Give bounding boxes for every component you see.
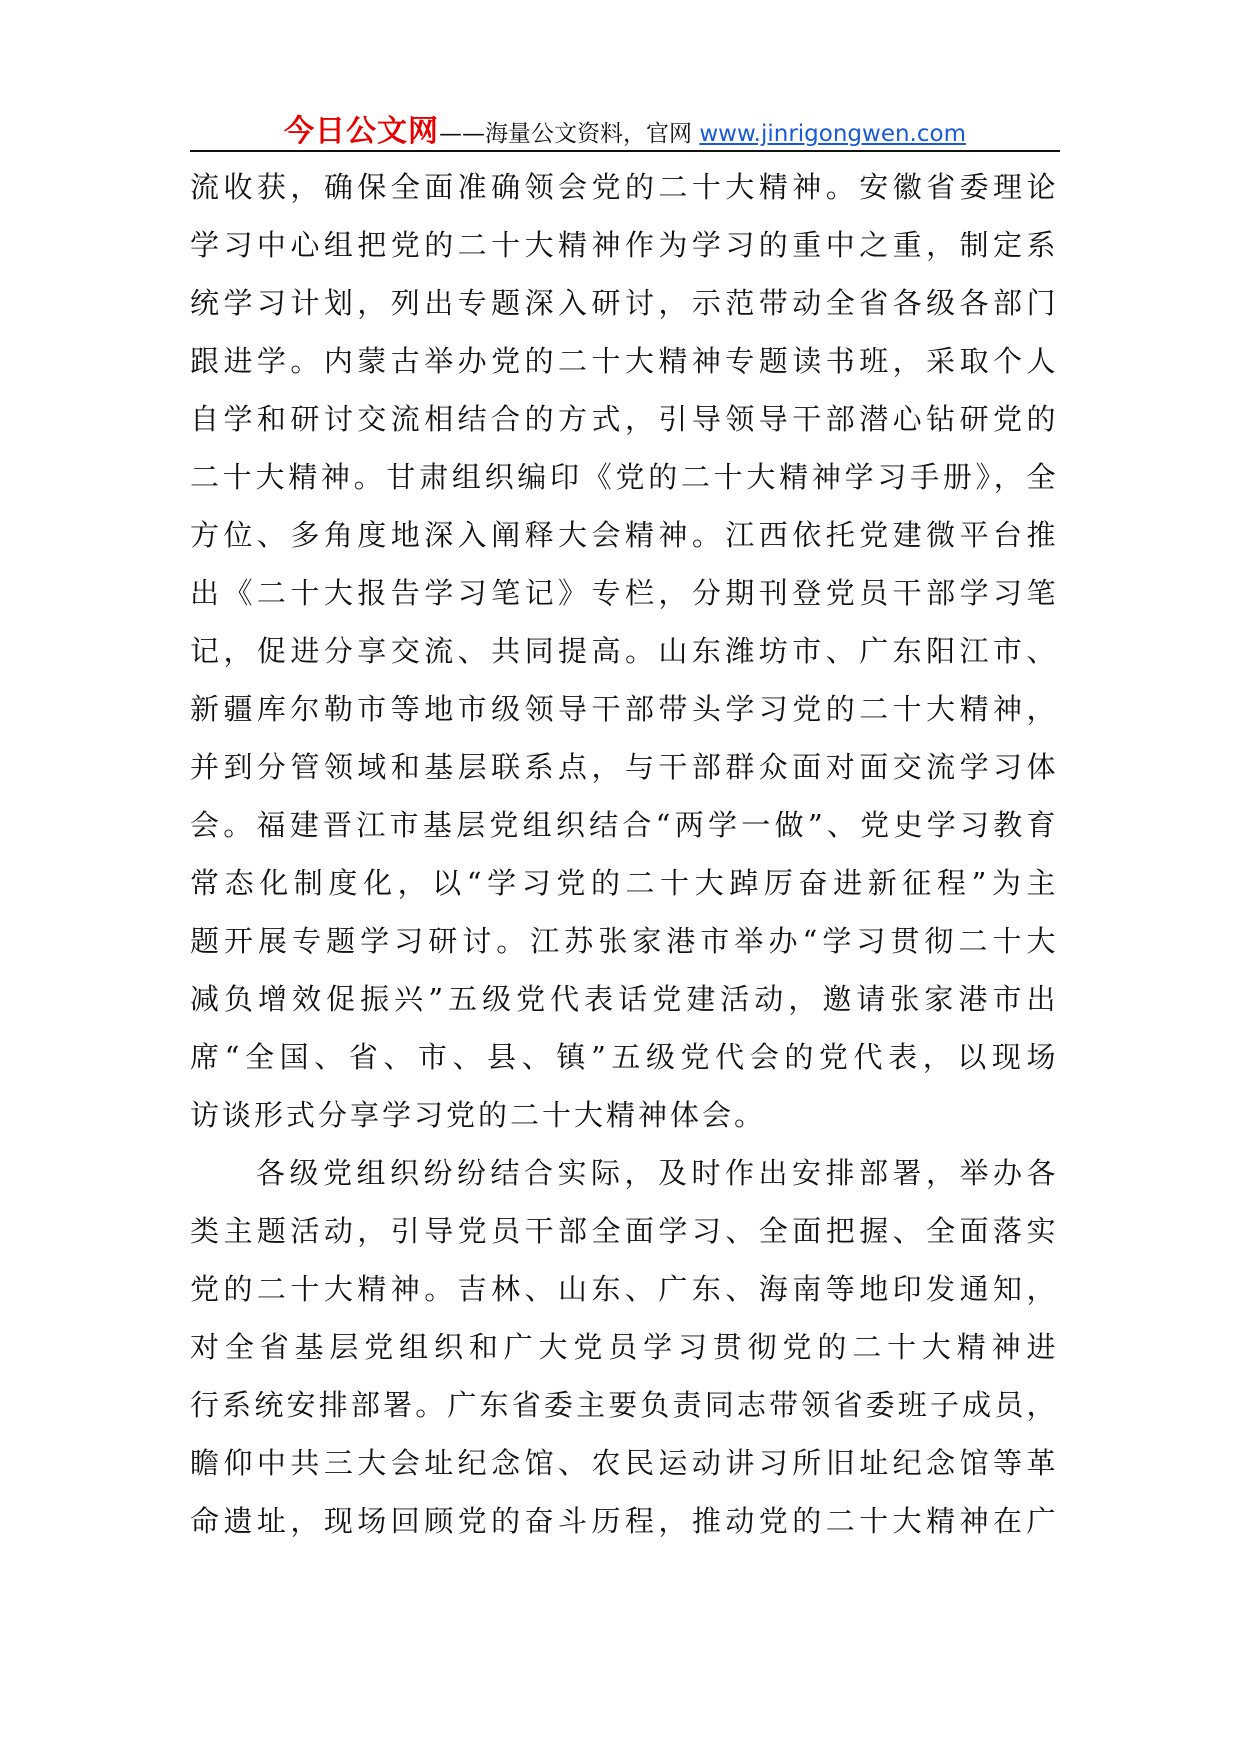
paragraph-first-line: 各级党组织纷纷结合实际，及时作出安排部署，举办各 bbox=[256, 1156, 1056, 1190]
paragraph-end-line: 访谈形式分享学习党的二十大精神体会。 bbox=[190, 1098, 767, 1132]
text-line: 统学习计划，列出专题深入研讨，示范带动全省各级各部门 bbox=[190, 286, 1056, 320]
text-line: 流收获，确保全面准确领会党的二十大精神。安徽省委理论 bbox=[190, 170, 1056, 204]
site-brand: 今日公文网 bbox=[284, 114, 440, 149]
text-line: 学习中心组把党的二十大精神作为学习的重中之重，制定系 bbox=[190, 228, 1056, 262]
site-url-link[interactable]: www.jinrigongwen.com bbox=[699, 121, 966, 147]
text-line: 命遗址，现场回顾党的奋斗历程，推动党的二十大精神在广 bbox=[190, 1504, 1056, 1538]
text-line: 跟进学。内蒙古举办党的二十大精神专题读书班，采取个人 bbox=[190, 344, 1056, 378]
text-line: 党的二十大精神。吉林、山东、广东、海南等地印发通知， bbox=[190, 1272, 1056, 1306]
text-line: 减负增效促振兴”五级党代表话党建活动，邀请张家港市出 bbox=[190, 982, 1056, 1016]
text-line: 自学和研讨交流相结合的方式，引导领导干部潜心钻研党的 bbox=[190, 402, 1056, 436]
text-line: 出《二十大报告学习笔记》专栏，分期刊登党员干部学习笔 bbox=[190, 576, 1056, 610]
text-line: 会。福建晋江市基层党组织结合“两学一做”、党史学习教育 bbox=[190, 808, 1056, 842]
text-line: 瞻仰中共三大会址纪念馆、农民运动讲习所旧址纪念馆等革 bbox=[190, 1446, 1056, 1480]
text-line: 对全省基层党组织和广大党员学习贯彻党的二十大精神进 bbox=[190, 1330, 1056, 1364]
site-tagline: ——海量公文资料，官网 bbox=[439, 121, 700, 147]
document-body bbox=[190, 158, 1056, 1550]
text-line: 常态化制度化，以“学习党的二十大踔厉奋进新征程”为主 bbox=[190, 866, 1056, 900]
text-line: 记，促进分享交流、共同提高。山东潍坊市、广东阳江市、 bbox=[190, 634, 1056, 668]
header-divider bbox=[190, 150, 1060, 152]
text-line: 二十大精神。甘肃组织编印《党的二十大精神学习手册》，全 bbox=[190, 460, 1056, 494]
text-line: 并到分管领域和基层联系点，与干部群众面对面交流学习体 bbox=[190, 750, 1056, 784]
text-line: 题开展专题学习研讨。江苏张家港市举办“学习贯彻二十大 bbox=[190, 924, 1056, 958]
text-line: 类主题活动，引导党员干部全面学习、全面把握、全面落实 bbox=[190, 1214, 1056, 1248]
text-line: 新疆库尔勒市等地市级领导干部带头学习党的二十大精神， bbox=[190, 692, 1056, 726]
text-line: 方位、多角度地深入阐释大会精神。江西依托党建微平台推 bbox=[190, 518, 1056, 552]
text-line: 行系统安排部署。广东省委主要负责同志带领省委班子成员， bbox=[190, 1388, 1056, 1422]
text-line: 席“全国、省、市、县、镇”五级党代会的党代表，以现场 bbox=[190, 1040, 1056, 1074]
page-header bbox=[190, 106, 1060, 149]
